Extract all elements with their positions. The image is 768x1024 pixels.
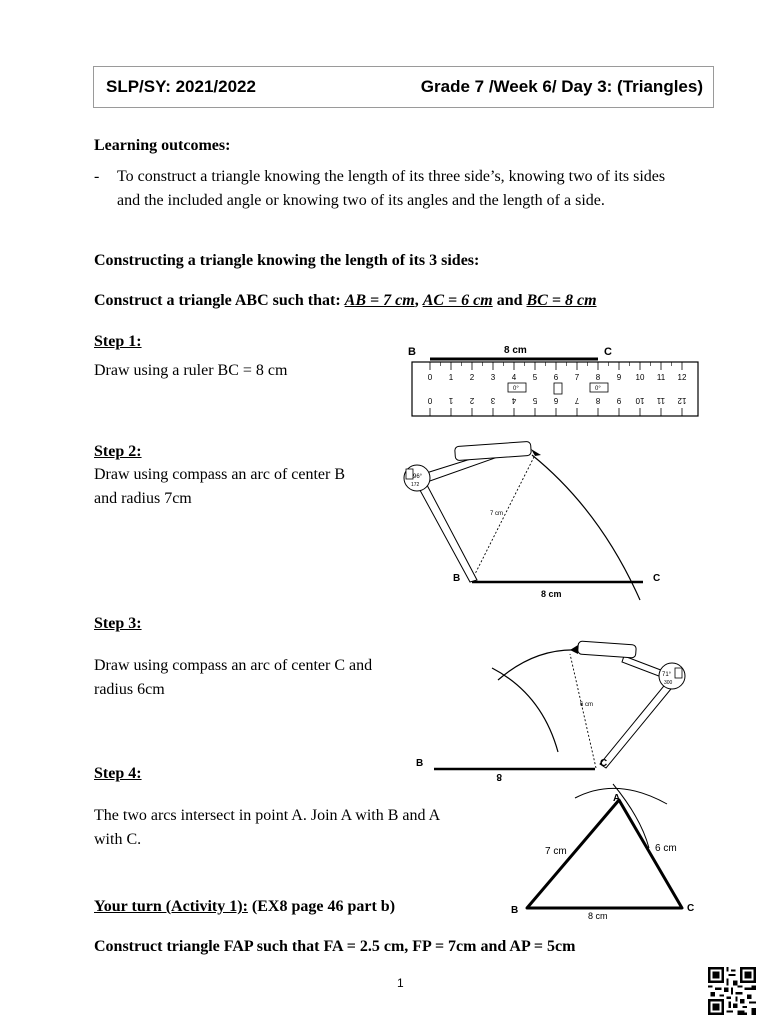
label-a: A xyxy=(613,793,621,804)
ruler-number-top: 2 xyxy=(469,373,475,382)
step2-line-2: and radius 7cm xyxy=(94,490,192,507)
task-prefix: Construct a triangle ABC such that: xyxy=(94,292,345,309)
step3-line-1: Draw using compass an arc of center C and xyxy=(94,657,373,674)
ruler-number-top: 5 xyxy=(532,373,538,382)
step4-title: Step 4: xyxy=(94,765,142,782)
ruler-number-bottom: 3 xyxy=(490,396,496,405)
side-ab-label: 7 cm xyxy=(545,846,567,857)
section-title: Constructing a triangle knowing the length of its 3 sides: xyxy=(94,252,480,269)
base-label: 8 cm xyxy=(541,589,562,599)
ruler-number-bottom: 11 xyxy=(656,396,666,405)
dial-top: 96° xyxy=(413,474,423,480)
label-b: B xyxy=(416,758,424,769)
activity-title: Your turn (Activity 1): xyxy=(94,898,248,915)
step3-compass-figure xyxy=(410,632,700,782)
step4-triangle-figure xyxy=(505,778,705,923)
arc-center-c xyxy=(498,650,578,680)
step4-line-1: The two arcs intersect in point A. Join A with B and A xyxy=(94,807,441,824)
task-sep: , xyxy=(414,292,423,309)
step3-line-2: radius 6cm xyxy=(94,681,165,698)
activity-heading xyxy=(94,895,395,919)
dial-bottom: 300 xyxy=(664,680,673,686)
label-c: C xyxy=(600,758,608,769)
label-b: B xyxy=(511,905,519,916)
step1-text: Draw using a ruler BC = 8 cm xyxy=(94,362,288,379)
task-and: and xyxy=(492,292,527,309)
label-c: C xyxy=(653,573,661,584)
radius-dotted xyxy=(472,457,534,580)
base-label: 8 xyxy=(496,771,502,782)
arc-center-b xyxy=(532,455,640,600)
ruler-number-bottom: 0 xyxy=(427,396,433,405)
ruler-number-top: 11 xyxy=(656,373,666,382)
arc-center-b-previous xyxy=(492,668,558,752)
step2-title: Step 2: xyxy=(94,443,142,460)
ruler-number-top: 9 xyxy=(616,373,622,382)
pencil-body xyxy=(578,641,637,658)
ruler-number-top: 6 xyxy=(553,373,559,382)
outcome-line-1: To construct a triangle knowing the length of its three side’s, knowing two of its sides xyxy=(117,168,666,185)
pencil-body xyxy=(455,441,532,460)
side-ac-label: 6 cm xyxy=(655,843,677,854)
page-number: 1 xyxy=(397,976,404,990)
ruler-number-bottom: 4 xyxy=(511,396,517,405)
ruler-number-top: 0 xyxy=(427,373,433,382)
ruler-number-top: 1 xyxy=(448,373,454,382)
label-c: C xyxy=(687,903,695,914)
outcome-bullet: - xyxy=(94,168,100,185)
step2-compass-figure xyxy=(395,440,675,605)
radius-label: 6 cm xyxy=(580,702,594,708)
label-b: B xyxy=(453,573,461,584)
radius-dotted xyxy=(570,654,596,768)
ruler-number-bottom: 12 xyxy=(677,396,687,405)
side-bc-label: 8 cm xyxy=(588,911,608,921)
task-bc: BC = 8 cm xyxy=(526,292,597,309)
dial-lock xyxy=(675,668,682,678)
ruler-label-b: B xyxy=(408,346,416,358)
ruler-number-top: 10 xyxy=(635,373,645,382)
step4-line-2: with C. xyxy=(94,831,142,848)
dial-bottom: 172 xyxy=(411,482,420,488)
ruler-number-bottom: 10 xyxy=(635,396,645,405)
ruler-number-bottom: 9 xyxy=(616,396,622,405)
radius-label: 7 cm xyxy=(490,511,504,517)
header-lesson-title: Grade 7 /Week 6/ Day 3: (Triangles) xyxy=(420,77,703,96)
ruler-number-top: 3 xyxy=(490,373,496,382)
step3-title: Step 3: xyxy=(94,615,142,632)
task-ac: AC = 6 cm xyxy=(422,292,493,309)
ruler-box-right-label: 0° xyxy=(595,386,601,392)
compass-leg-right xyxy=(600,676,680,768)
header-box xyxy=(93,66,714,108)
ruler-figure xyxy=(400,340,710,422)
outcome-line-2: and the included angle or knowing two of its angles and the length of a side. xyxy=(117,192,605,209)
ruler-number-bottom: 8 xyxy=(595,396,601,405)
ruler-body xyxy=(412,362,698,416)
qr-code xyxy=(708,967,756,1015)
ruler-number-bottom: 5 xyxy=(532,396,538,405)
ruler-number-top: 4 xyxy=(511,373,517,382)
ruler-label-c: C xyxy=(604,346,612,358)
ruler-number-top: 12 xyxy=(677,373,687,382)
ruler-number-top: 8 xyxy=(595,373,601,382)
dial-lock xyxy=(406,469,413,479)
ruler-number-bottom: 6 xyxy=(553,396,559,405)
pencil-tip xyxy=(570,645,578,654)
dial-top: 71° xyxy=(662,672,672,678)
ruler-length-label: 8 cm xyxy=(504,345,527,356)
task-ab: AB = 7 cm xyxy=(344,292,415,309)
ruler-number-bottom: 1 xyxy=(448,396,454,405)
step2-line-1: Draw using compass an arc of center B xyxy=(94,466,346,483)
ruler-box-left-label: 0° xyxy=(513,386,519,392)
activity-ref: (EX8 page 46 part b) xyxy=(247,898,396,915)
construction-task xyxy=(94,289,597,313)
ruler-number-bottom: 7 xyxy=(574,396,580,405)
header-school-year: SLP/SY: 2021/2022 xyxy=(106,77,256,96)
ruler-number-top: 7 xyxy=(574,373,580,382)
learning-outcomes-title: Learning outcomes: xyxy=(94,137,231,154)
step1-title: Step 1: xyxy=(94,333,142,350)
ruler-number-bottom: 2 xyxy=(469,396,475,405)
activity-task: Construct triangle FAP such that FA = 2.5 cm, FP = 7cm and AP = 5cm xyxy=(94,938,576,955)
